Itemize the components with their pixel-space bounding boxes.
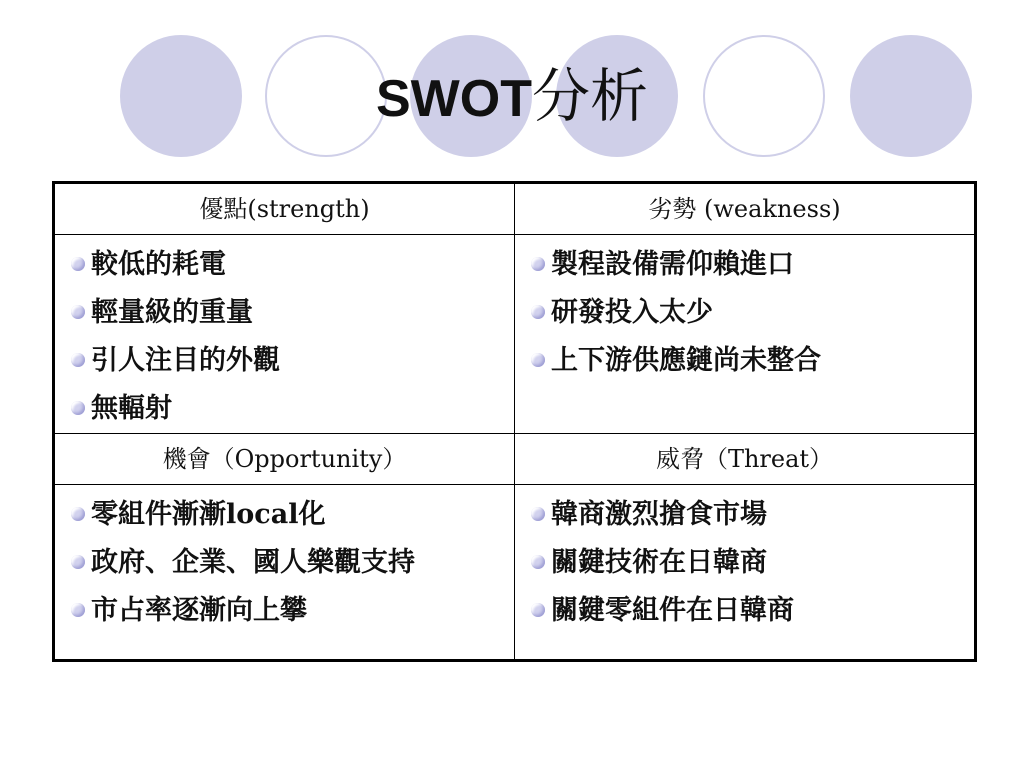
strength-item: 較低的耗電 [91,249,226,280]
bullet-icon [71,555,85,569]
table-row-header-bottom [54,434,976,485]
bullet-icon [71,353,85,367]
strength-header: 優點(strength) [54,183,515,235]
opportunity-header: 機會（Opportunity） [54,434,515,485]
strength-item: 輕量級的重量 [91,297,253,328]
title-latin: SWOT [376,70,532,128]
threat-list [527,491,974,635]
list-item [67,289,514,337]
bullet-icon [531,555,545,569]
opportunity-item: 零組件漸漸local化 [91,499,326,530]
bullet-icon [531,603,545,617]
threat-item: 關鍵零組件在日韓商 [551,595,794,626]
threat-item: 韓商激烈搶食市場 [551,499,767,530]
list-item [67,337,514,385]
opportunity-list [67,491,514,635]
list-item [527,539,974,587]
list-item [527,337,974,385]
bullet-icon [531,257,545,271]
threat-item: 關鍵技術在日韓商 [551,547,767,578]
strength-list [67,241,514,433]
bullet-icon [71,305,85,319]
list-item [527,587,974,635]
bullet-icon [71,507,85,521]
bullet-icon [531,353,545,367]
swot-table [52,181,977,662]
table-row-top-lists [54,235,976,434]
strength-cell [54,235,515,434]
opportunity-item: 政府、企業、國人樂觀支持 [91,547,415,578]
slide-title [0,56,1024,139]
bullet-icon [531,305,545,319]
list-item [67,587,514,635]
list-item [67,241,514,289]
table-row-header-top [54,183,976,235]
strength-item: 引人注目的外觀 [91,345,280,376]
weakness-header: 劣勢 (weakness) [515,183,976,235]
threat-header: 威脅（Threat） [515,434,976,485]
list-item [67,385,514,433]
threat-cell [515,485,976,661]
list-item [527,241,974,289]
bullet-icon [71,603,85,617]
strength-item: 無輻射 [91,393,172,424]
list-item [527,491,974,539]
weakness-cell [515,235,976,434]
bullet-icon [71,257,85,271]
weakness-item: 研發投入太少 [551,297,713,328]
opportunity-cell [54,485,515,661]
list-item [67,539,514,587]
table-row-bottom-lists [54,485,976,661]
title-cjk: 分析 [531,62,648,130]
opportunity-item: 市占率逐漸向上攀 [91,595,307,626]
bullet-icon [71,401,85,415]
list-item [527,289,974,337]
weakness-item: 上下游供應鏈尚未整合 [551,345,821,376]
weakness-item: 製程設備需仰賴進口 [551,249,794,280]
weakness-list [527,241,974,385]
list-item [67,491,514,539]
bullet-icon [531,507,545,521]
